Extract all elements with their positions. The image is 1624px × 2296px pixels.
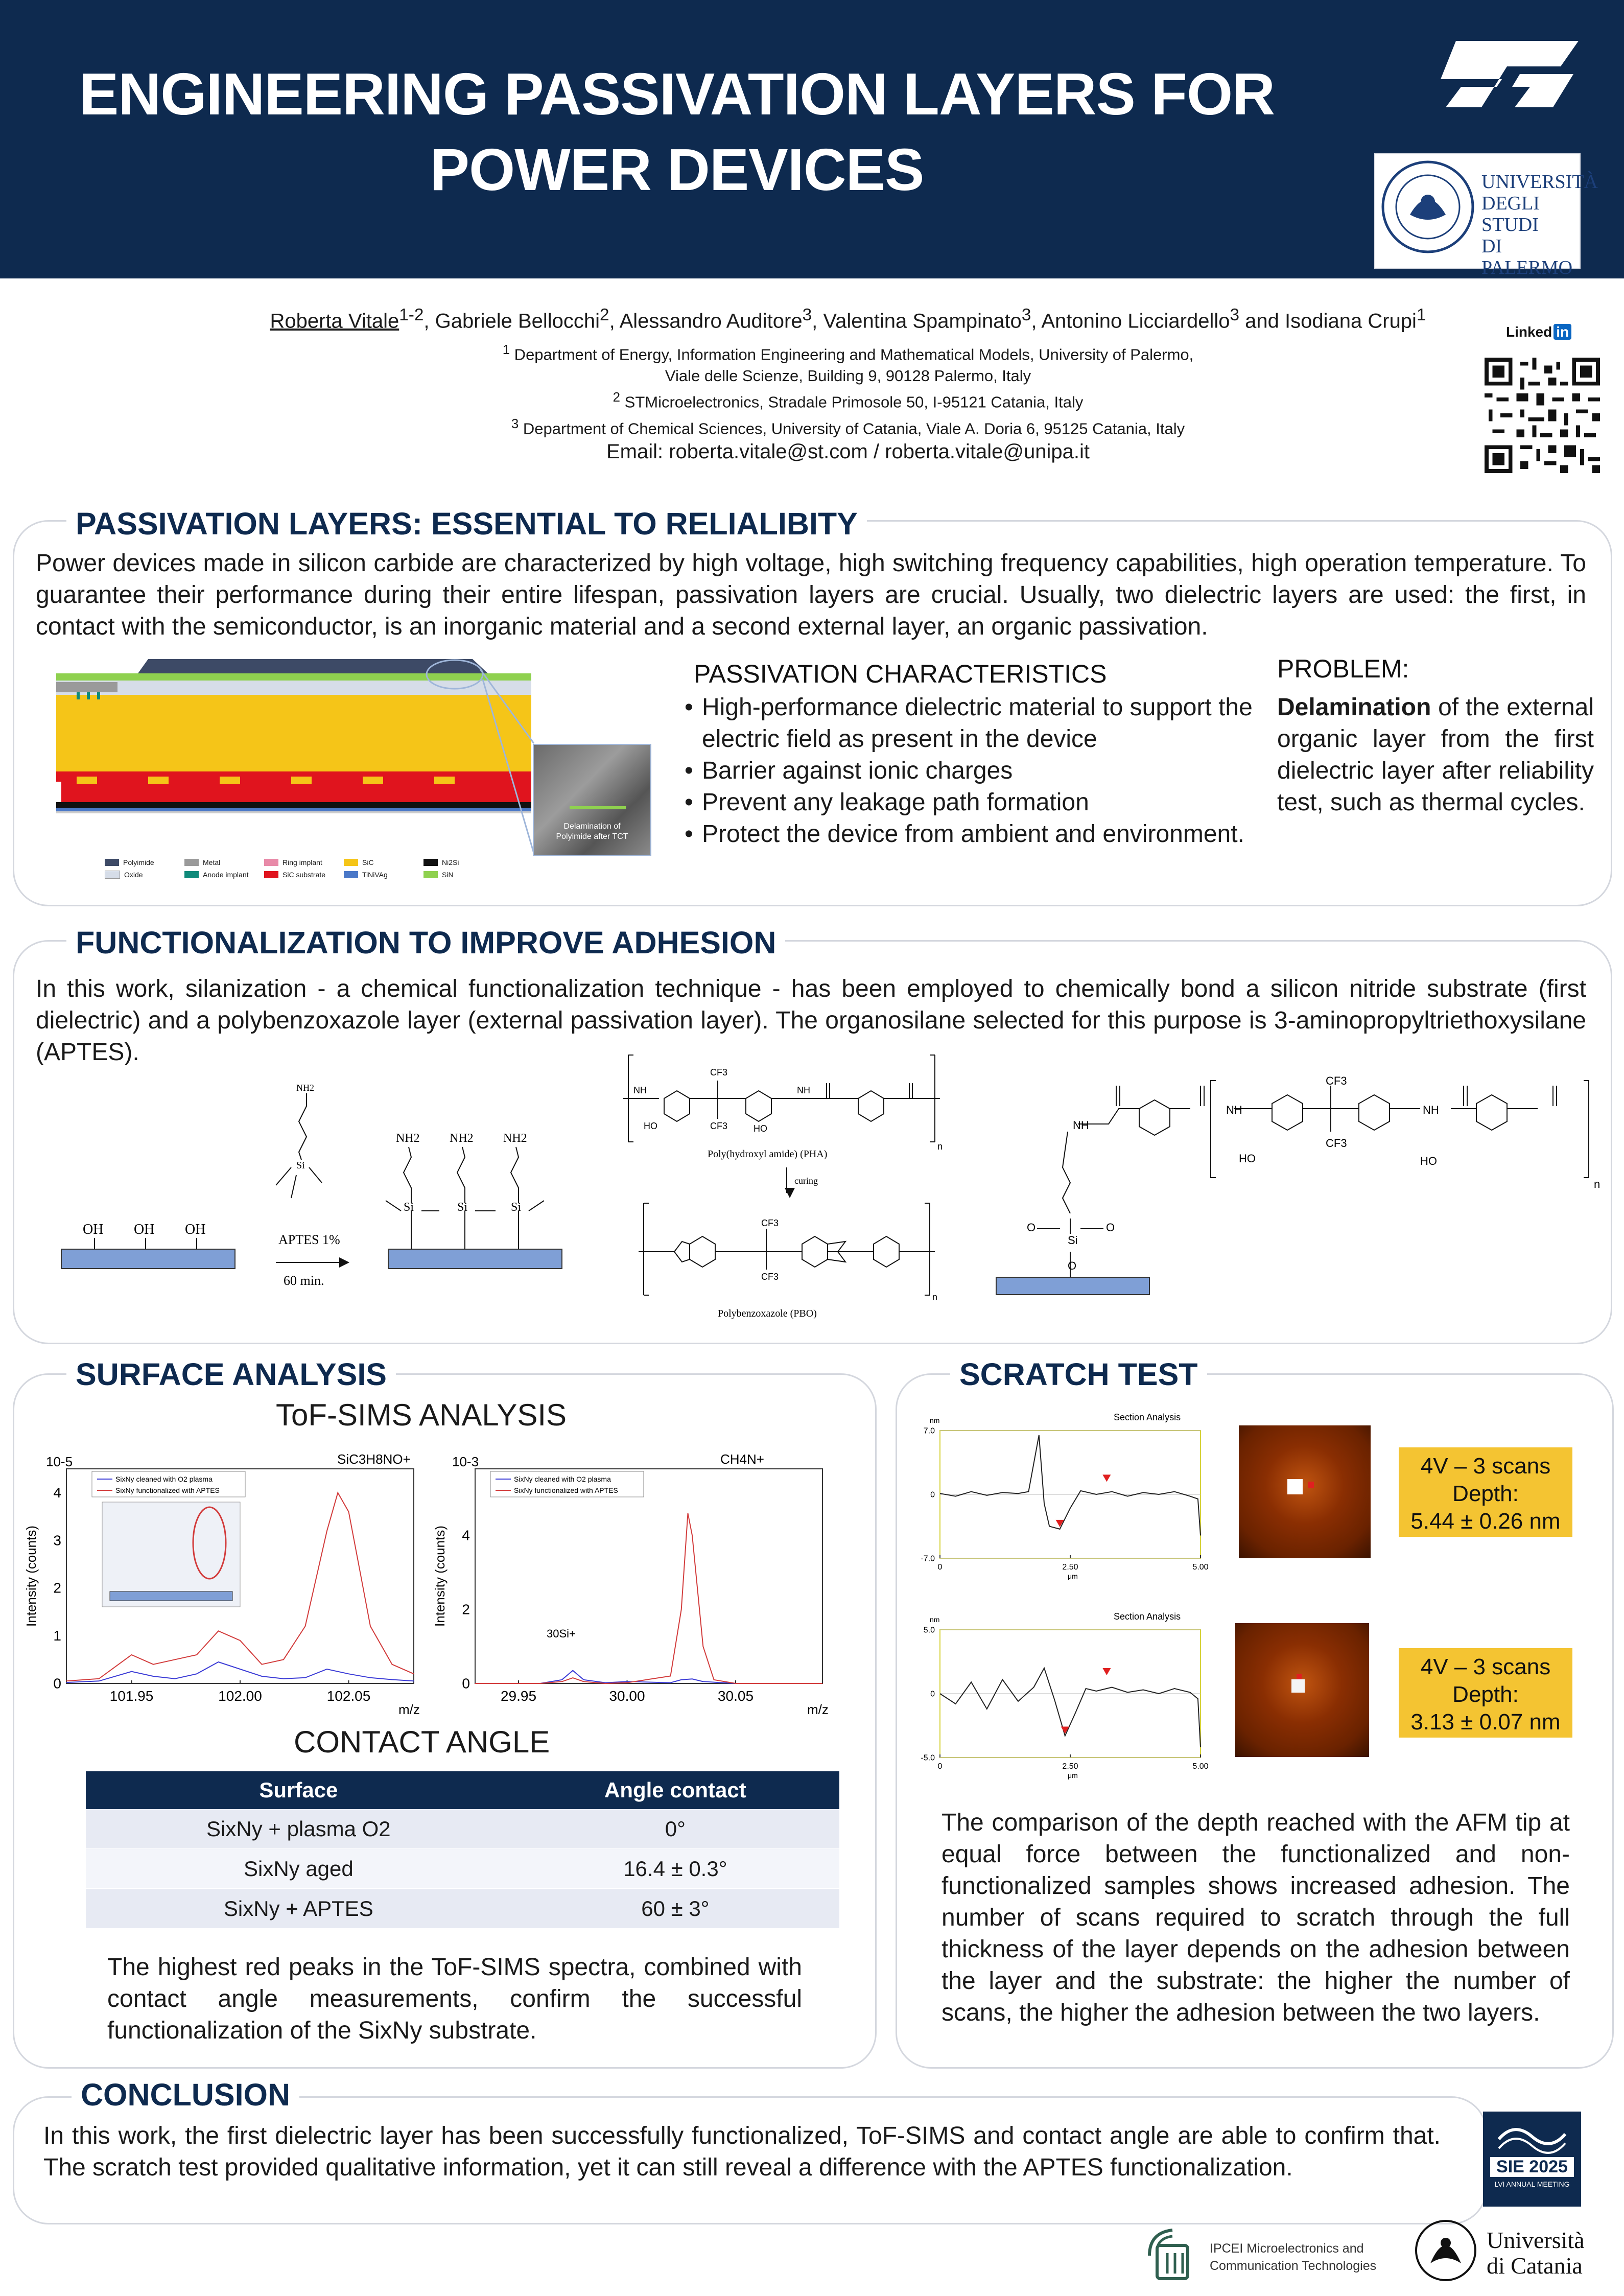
svg-text:Polybenzoxazole (PBO): Polybenzoxazole (PBO) [718, 1308, 817, 1319]
conclusion-text: In this work, the first dielectric layer has been successfully functionalized, ToF-SIMS and contact angle are able to confirm that. The scratch test provided qualitative information, yet it can still reveal a difference with the APTES functionalization. [43, 2122, 1441, 2181]
surface-title: SURFACE ANALYSIS [66, 1356, 396, 1392]
series-line [475, 1513, 822, 1683]
svg-text:NH2: NH2 [396, 1132, 420, 1145]
scratch-text: The comparison of the depth reached with the AFM tip at equal force between the functionalized and non-functionalized samples shows increased adhesion. The number of scans required to scratch through the full thickness of the layer depends on the adhesion between the layer and the substrate: the higher the number of scans, the higher the adhesion between the two layers. [942, 1809, 1570, 2026]
svg-text:n: n [937, 1141, 943, 1152]
table-row: SixNy aged 16.4 ± 0.3° [86, 1849, 839, 1889]
problem-text: Delamination of the external organic layer from the first dielectric layer after reliability test, such as thermal cycles. [1277, 694, 1594, 816]
x-tick-label: 102.05 [326, 1688, 371, 1704]
silanization-scheme [51, 1075, 628, 1295]
passivation-title: PASSIVATION LAYERS: ESSENTIAL TO RELIALIBITY [66, 506, 867, 542]
qr-code[interactable] [1485, 358, 1600, 473]
list-item: • High-performance dielectric material to support the electric field as present in the device [685, 692, 1262, 755]
list-item: • Prevent any leakage path formation [685, 787, 1262, 818]
functionalization-title: FUNCTIONALIZATION TO IMPROVE ADHESION [66, 925, 785, 960]
svg-text:Si: Si [457, 1201, 468, 1214]
x-tick-label: 5.00 [1192, 1762, 1209, 1771]
author-list: Roberta Vitale$^{1-2}$, Gabriele Bellocchi$^2$, Alessandro Auditore$^3$, Valentina Spampinato$^3$, Antonino Licciardello$^3$ and Isodiana Crupi$^1$ [270, 306, 1426, 333]
cross-section-legend [105, 858, 503, 879]
svg-text:NH2: NH2 [503, 1132, 527, 1145]
chart-title: Section Analysis [1114, 1611, 1181, 1622]
legend-item: Polyimide [105, 858, 184, 866]
y-tick-label: 0 [53, 1675, 61, 1692]
svg-text:Si: Si [296, 1160, 305, 1171]
st-logo [1425, 36, 1584, 123]
y-axis-label: Intensity (counts) [432, 1526, 448, 1627]
svg-text:60 min.: 60 min. [284, 1273, 324, 1288]
legend-label: SixNy functionalized with APTES [115, 1486, 220, 1494]
x-axis-label: m/z [807, 1702, 829, 1717]
peak-annotation: CH4N+ [720, 1451, 764, 1467]
legend-item: SiC substrate [264, 871, 344, 879]
svg-text:OH: OH [134, 1222, 155, 1237]
affiliations: $^1$ Department of Energy, Information Engineering and Mathematical Models, University of Palermo, Viale delle Scienze, Building 9, 90128 Palermo, Italy $^2$ STMicroelectronics, Stradale Primosole 50, I-95121 Catania, Italy $^3$ Department of Chemical Sciences, University of Catania, Viale A. Doria 6, 95125 Catania, Italy [502, 343, 1194, 437]
functionalization-text: In this work, silanization - a chemical functionalization technique - has been employed to chemically bond a silicon nitride substrate (first dielectric) and a polybenzoxazole layer (external passivation layer). The organosilane selected for this purpose is 3-aminopropyltriethoxysilane (APTES). [36, 975, 1586, 1066]
characteristics-title: PASSIVATION CHARACTERISTICS [694, 660, 1107, 688]
x-tick-label: 0 [937, 1762, 943, 1771]
x-tick-label: 29.95 [500, 1688, 537, 1704]
series-line [66, 1662, 414, 1682]
tofsims-title: ToF-SIMS ANALYSIS [276, 1398, 567, 1432]
y-tick-label: 4 [462, 1527, 470, 1543]
y-tick-label: 1 [53, 1628, 61, 1644]
svg-text:NH2: NH2 [296, 1083, 314, 1093]
y-tick-label: 5.0 [923, 1626, 935, 1635]
svg-text:Si: Si [404, 1201, 414, 1214]
y-tick-label: 0 [462, 1675, 470, 1692]
y-tick-label: -5.0 [921, 1753, 935, 1763]
afm-image-1 [1239, 1425, 1371, 1558]
y-axis-label: Intensity (counts) [23, 1526, 39, 1627]
y-tick-label: 4 [53, 1485, 61, 1501]
legend-item: SiC [344, 858, 423, 866]
legend-label: SixNy functionalized with APTES [514, 1486, 618, 1494]
svg-text:NH: NH [797, 1085, 810, 1095]
legend-item: SiN [423, 871, 503, 879]
x-tick-label: 102.00 [218, 1688, 262, 1704]
unipa-seal-icon [1379, 158, 1476, 255]
svg-text:n: n [1594, 1178, 1601, 1190]
x-tick-label: 30.05 [717, 1688, 754, 1704]
svg-text:OH: OH [83, 1222, 104, 1237]
x-tick-label: 2.50 [1062, 1762, 1078, 1771]
x-axis-label: μm [1068, 1771, 1078, 1779]
svg-text:CF3: CF3 [1326, 1075, 1347, 1087]
device-cross-section [56, 654, 542, 858]
svg-text:Si: Si [1068, 1234, 1078, 1247]
svg-text:APTES 1%: APTES 1% [278, 1232, 340, 1247]
svg-text:CF3: CF3 [710, 1121, 728, 1131]
table-row: SixNy + APTES 60 ± 3° [86, 1889, 839, 1929]
peak-annotation: SiC3H8NO+ [337, 1451, 411, 1467]
series-line [940, 1668, 1201, 1747]
contact-angle-table [86, 1771, 839, 1929]
svg-text:CF3: CF3 [761, 1272, 779, 1282]
svg-text:NH2: NH2 [450, 1132, 474, 1145]
x-tick-label: 101.95 [109, 1688, 154, 1704]
surface-conclusion: The highest red peaks in the ToF-SIMS spectra, combined with contact angle measurements, confirm the successful functionalization of the SixNy substrate. [107, 1954, 802, 2044]
table-header: Angle contact [511, 1771, 839, 1809]
x-tick-label: 2.50 [1062, 1563, 1078, 1572]
svg-text:HO: HO [644, 1121, 657, 1131]
svg-text:NH: NH [1226, 1104, 1242, 1116]
pha-pbo-scheme [623, 1050, 950, 1326]
svg-text:O: O [1027, 1221, 1036, 1234]
table-header: Surface [86, 1771, 511, 1809]
scratch-title: SCRATCH TEST [950, 1356, 1207, 1392]
legend-item: Oxide [105, 871, 184, 879]
unict-name: Università di Catania [1487, 2227, 1585, 2279]
y-tick-label: 0 [930, 1690, 935, 1699]
aptes-pbo-scheme [986, 1075, 1614, 1305]
svg-text:CF3: CF3 [710, 1067, 728, 1077]
svg-text:O: O [1106, 1221, 1115, 1234]
svg-text:NH: NH [633, 1085, 647, 1095]
svg-text:HO: HO [1420, 1155, 1437, 1167]
y-tick-label: 7.0 [923, 1426, 935, 1436]
characteristics-list [685, 692, 1262, 850]
conclusion-title: CONCLUSION [72, 2077, 299, 2113]
afm-section-chart-1 [909, 1408, 1216, 1581]
y-tick-label: -7.0 [921, 1554, 935, 1563]
svg-text:curing: curing [794, 1176, 818, 1186]
y-multiplier: 10-3 [452, 1454, 479, 1469]
poster-title: ENGINEERING PASSIVATION LAYERS FOR POWER DEVICES [79, 61, 1275, 203]
inset-substrate [110, 1591, 232, 1601]
svg-text:CF3: CF3 [761, 1218, 779, 1228]
passivation-intro: Power devices made in silicon carbide are characterized by high voltage, high switching frequency capabilities, high operation temperature. To guarantee their performance during their entire lifespan, passivation layers are crucial. Usually, two dielectric layers are used: the first, in contact with the semiconductor, is an inorganic material and a second external layer, an organic passivation. [36, 550, 1586, 640]
scan-result-1: 4V – 3 scans Depth: 5.44 ± 0.26 nm [1399, 1447, 1572, 1537]
unipa-name: UNIVERSITÀ DEGLI STUDI DI PALERMO [1481, 171, 1598, 278]
legend-item: Ni2Si [423, 858, 503, 866]
y-axis-label: nm [930, 1615, 940, 1624]
x-tick-label: 5.00 [1192, 1563, 1209, 1572]
inset-box [102, 1502, 240, 1607]
y-multiplier: 10-5 [46, 1454, 73, 1469]
y-tick-label: 0 [930, 1490, 935, 1500]
ref-marker [1102, 1474, 1111, 1482]
x-tick-label: 30.00 [609, 1688, 645, 1704]
y-tick-label: 2 [53, 1580, 61, 1596]
unict-seal-icon [1413, 2217, 1479, 2284]
svg-text:NH: NH [1423, 1104, 1439, 1116]
svg-text:Si: Si [511, 1201, 522, 1214]
ipcei-icon [1144, 2225, 1195, 2281]
sie-wave-icon [1496, 2119, 1568, 2154]
legend-item: Metal [184, 858, 264, 866]
y-tick-label: 3 [53, 1532, 61, 1549]
svg-text:NH: NH [1073, 1119, 1089, 1132]
svg-text:n: n [932, 1292, 938, 1302]
list-item: • Protect the device from ambient and environment. [685, 818, 1262, 850]
table-row: SixNy + plasma O2 0° [86, 1809, 839, 1849]
tofsims-chart-ch4n [429, 1448, 838, 1724]
plot-frame [475, 1469, 822, 1683]
legend-label: SixNy cleaned with O2 plasma [514, 1475, 611, 1483]
svg-text:OH: OH [185, 1222, 206, 1237]
svg-text:HO: HO [754, 1123, 767, 1134]
x-axis-label: μm [1068, 1572, 1078, 1580]
peak-annotation: 30Si+ [547, 1627, 576, 1640]
linkedin-label[interactable]: Linked in [1506, 324, 1571, 340]
svg-text:CF3: CF3 [1326, 1137, 1347, 1150]
y-axis-label: nm [930, 1416, 940, 1424]
x-tick-label: 0 [937, 1563, 943, 1572]
ref-marker [1102, 1668, 1111, 1675]
sem-image: Delamination of Polyimide after TCT [533, 744, 651, 856]
afm-section-chart-2 [909, 1607, 1216, 1780]
svg-text:HO: HO [1239, 1152, 1256, 1165]
series-line [475, 1671, 822, 1683]
scan-result-2: 4V – 3 scans Depth: 3.13 ± 0.07 nm [1399, 1648, 1572, 1738]
legend-item: TiNiVAg [344, 871, 423, 879]
email-line[interactable]: Email: roberta.vitale@st.com / roberta.vitale@unipa.it [606, 440, 1090, 463]
svg-text:O: O [1068, 1259, 1077, 1272]
list-item: • Barrier against ionic charges [685, 755, 1262, 787]
legend-item: Anode implant [184, 871, 264, 879]
series-line [940, 1435, 1201, 1536]
problem-title: PROBLEM: [1277, 654, 1409, 683]
svg-text:Poly(hydroxyl amide) (PHA): Poly(hydroxyl amide) (PHA) [708, 1149, 828, 1160]
ipcei-label: IPCEI Microelectronics and Communication Technologies [1210, 2241, 1377, 2273]
afm-image-2 [1235, 1623, 1369, 1757]
sie-logo: SIE 2025 LVI ANNUAL MEETING [1483, 2112, 1581, 2207]
legend-item: Ring implant [264, 858, 344, 866]
legend-label: SixNy cleaned with O2 plasma [115, 1475, 213, 1483]
x-axis-label: m/z [398, 1702, 420, 1717]
contact-angle-title: CONTACT ANGLE [294, 1725, 550, 1759]
y-tick-label: 2 [462, 1601, 470, 1618]
tofsims-chart-sic3h8no [20, 1448, 429, 1724]
chart-title: Section Analysis [1114, 1412, 1181, 1422]
